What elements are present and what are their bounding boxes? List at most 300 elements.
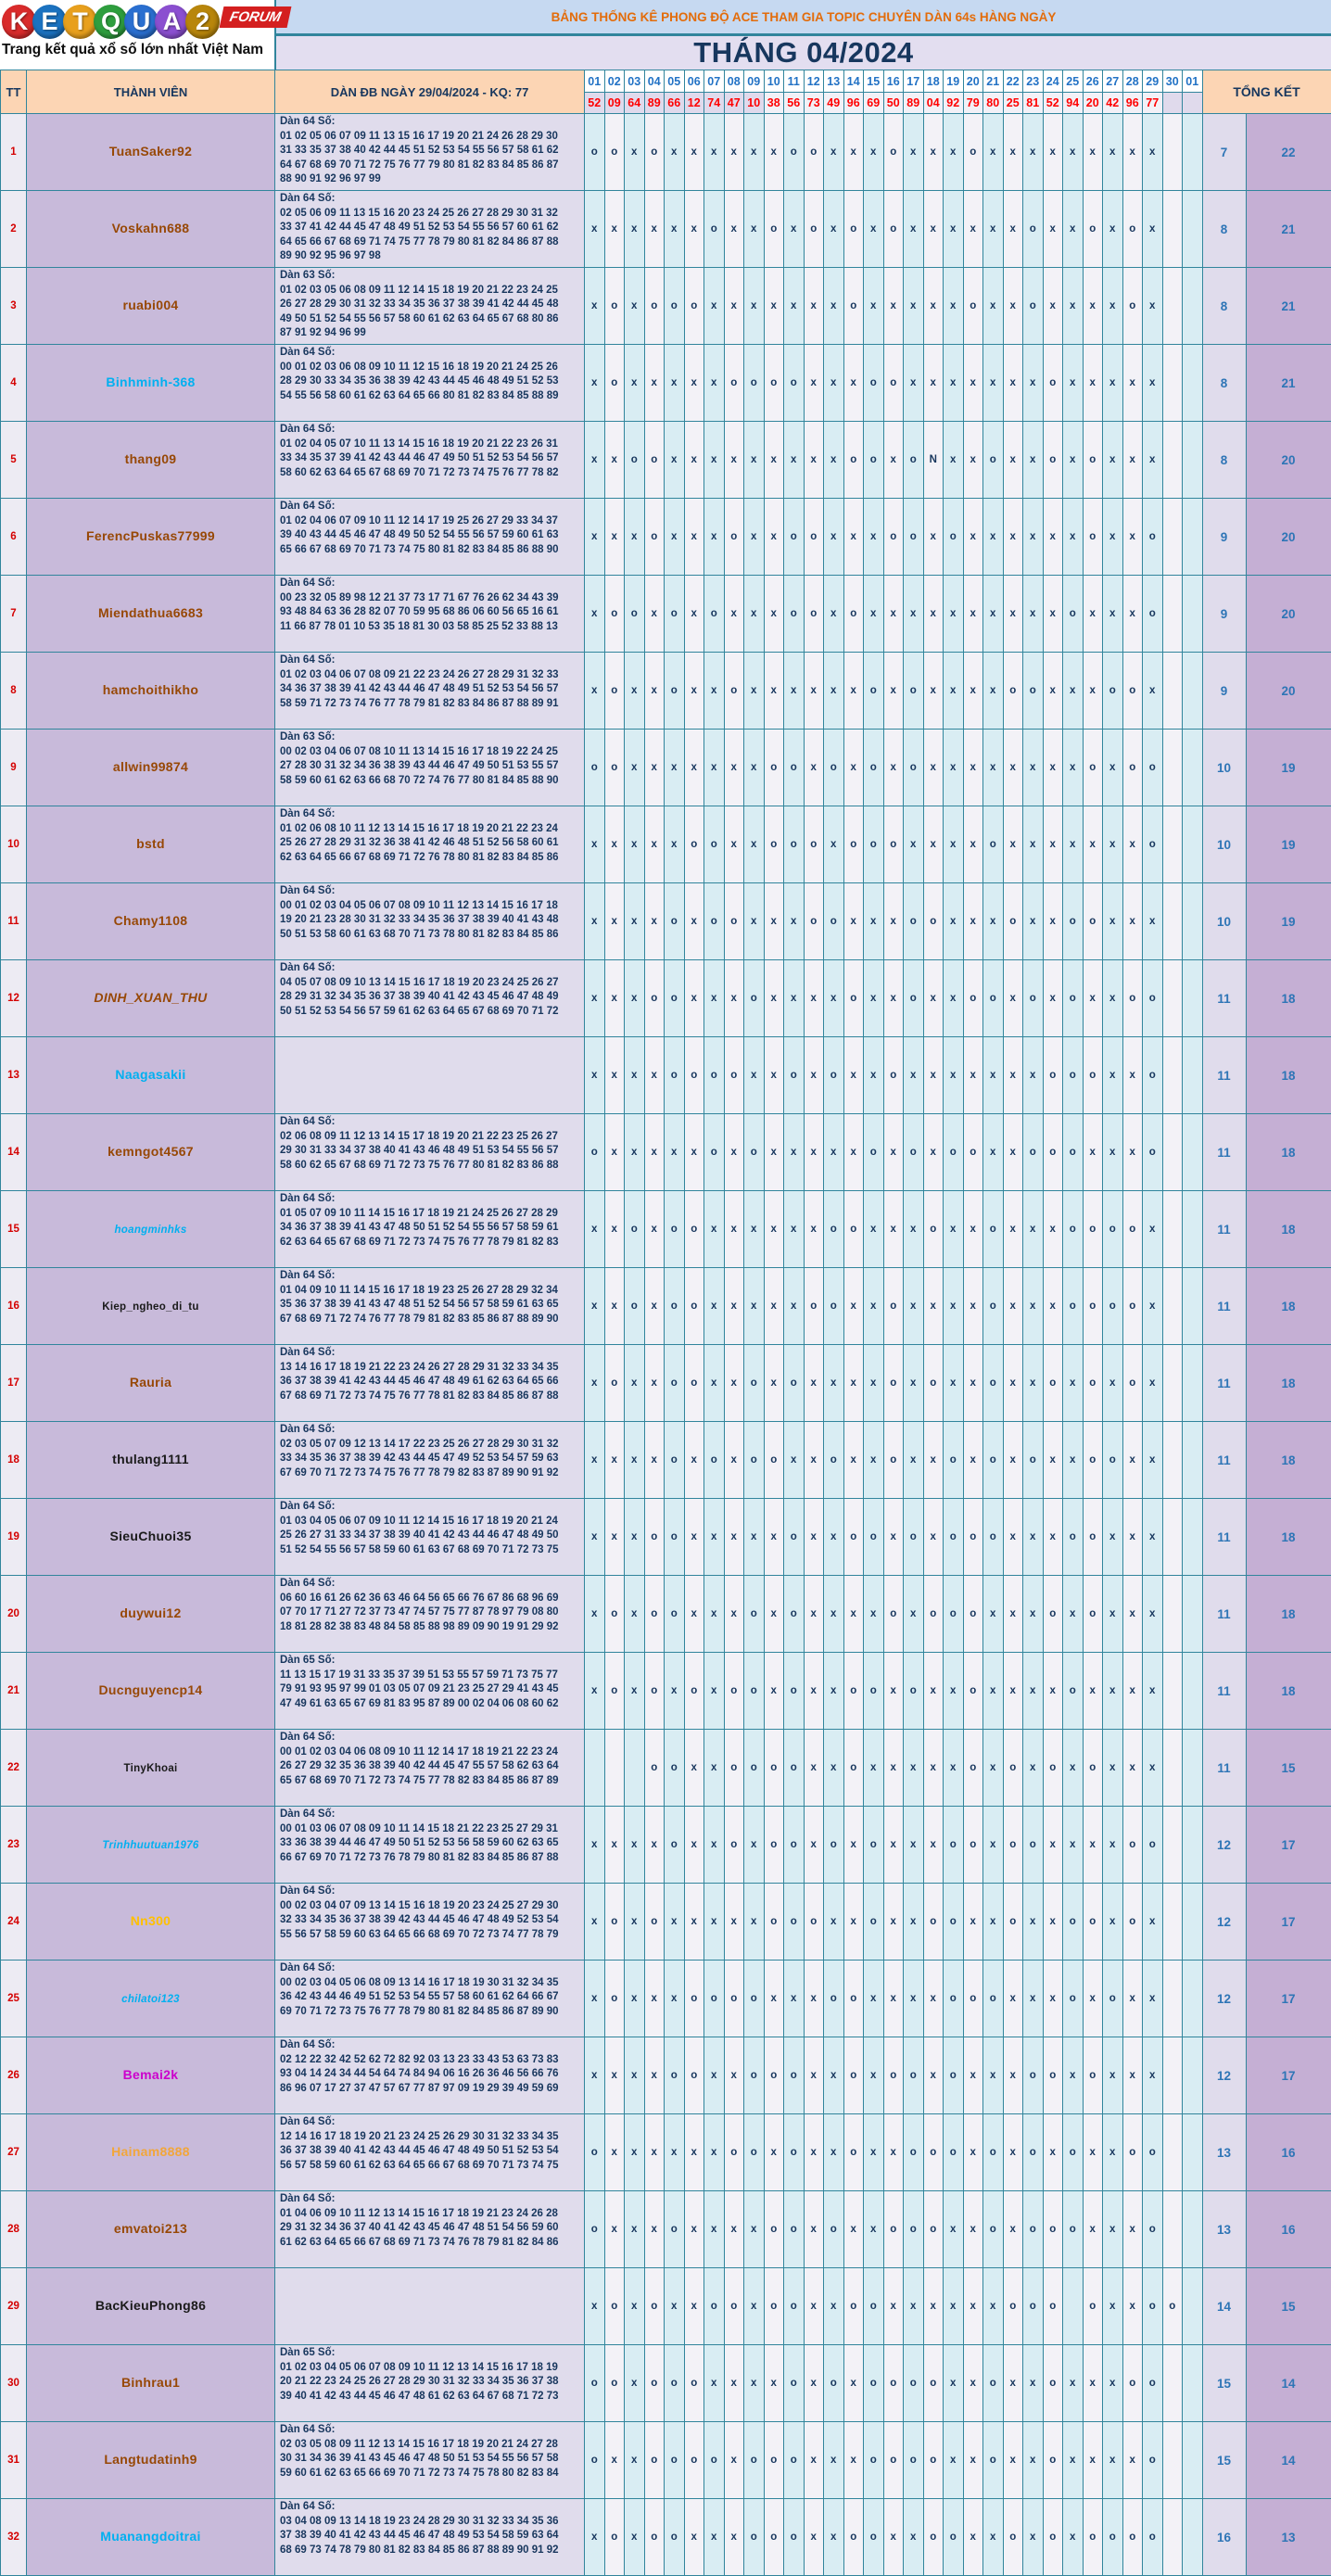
mark-cell: x	[1143, 2037, 1163, 2114]
mark-cell: x	[843, 730, 864, 806]
member-row	[1, 1730, 1331, 1807]
total-o-count: 10	[1202, 883, 1246, 960]
day-column-header: 22	[1003, 70, 1023, 93]
mark-cell: x	[1083, 1807, 1103, 1884]
mark-cell: x	[1023, 1653, 1044, 1730]
mark-cell: x	[784, 883, 805, 960]
member-name[interactable]: Kiep_ngheo_di_tu	[102, 1301, 198, 1313]
mark-cell: x	[963, 1884, 983, 1961]
mark-cell: o	[843, 2268, 864, 2345]
mark-cell	[1183, 960, 1203, 1037]
mark-cell	[1183, 1961, 1203, 2037]
mark-cell: o	[963, 1730, 983, 1807]
mark-cell: x	[644, 1345, 665, 1422]
mark-cell: o	[1122, 2345, 1143, 2422]
mark-cell: x	[824, 191, 844, 268]
day-result: 04	[923, 93, 944, 114]
mark-cell: x	[585, 1807, 605, 1884]
mark-cell: o	[784, 576, 805, 653]
mark-cell: o	[644, 1884, 665, 1961]
mark-cell: o	[604, 1653, 625, 1730]
member-name[interactable]: Rauria	[130, 1375, 171, 1390]
mark-cell: x	[1063, 114, 1084, 191]
total-o-count: 11	[1202, 1499, 1246, 1576]
member-name-cell	[27, 1576, 275, 1653]
member-name-cell	[27, 2499, 275, 2576]
dan-numbers-line: 01 05 07 09 10 11 14 15 16 17 18 19 21 24 25 26 27 28 29	[280, 1207, 580, 1222]
mark-cell: x	[764, 1268, 784, 1345]
member-name[interactable]: Naagasakii	[115, 1067, 185, 1082]
dan-column-header: DÀN ĐB NGÀY 29/04/2024 - KQ: 77	[275, 70, 585, 114]
mark-cell: x	[843, 2345, 864, 2422]
mark-cell: x	[744, 653, 765, 730]
mark-cell: o	[744, 2422, 765, 2499]
mark-cell: o	[904, 730, 924, 806]
dan-numbers-line: 36 37 38 39 41 42 43 44 45 46 47 48 49 61 62 63 64 65 66	[280, 1375, 580, 1390]
mark-cell: o	[665, 2345, 685, 2422]
mark-cell: o	[963, 1576, 983, 1653]
total-o-count: 8	[1202, 191, 1246, 268]
member-name[interactable]: Chamy1108	[114, 913, 188, 928]
member-name[interactable]: Trinhhuutuan1976	[102, 1840, 198, 1851]
forum-badge: FORUM	[220, 6, 292, 28]
member-name[interactable]: SieuChuoi35	[109, 1529, 191, 1543]
mark-cell: o	[784, 2422, 805, 2499]
mark-cell: o	[764, 2499, 784, 2576]
member-name[interactable]: Muanangdoitrai	[100, 2529, 200, 2544]
mark-cell: x	[804, 2345, 824, 2422]
mark-cell: o	[684, 2422, 704, 2499]
mark-cell: x	[724, 422, 744, 499]
mark-cell: o	[684, 1961, 704, 2037]
mark-cell: o	[983, 2191, 1004, 2268]
total-x-count: 15	[1246, 1730, 1331, 1807]
mark-cell: o	[704, 1037, 725, 1114]
dan-numbers-line: 03 04 08 09 13 14 18 19 23 24 28 29 30 31 32 33 34 35 36	[280, 2515, 580, 2530]
mark-cell: x	[1023, 1345, 1044, 1422]
dan-numbers-line: 58 60 62 63 64 65 67 68 69 70 71 72 73 74 75 76 77 78 82	[280, 466, 580, 481]
mark-cell: x	[665, 191, 685, 268]
mark-cell: x	[1122, 422, 1143, 499]
mark-cell: x	[625, 960, 645, 1037]
mark-cell: x	[744, 1037, 765, 1114]
day-result: 80	[983, 93, 1004, 114]
mark-cell: o	[1083, 1730, 1103, 1807]
mark-cell	[1162, 114, 1183, 191]
row-number: 20	[1, 1576, 27, 1653]
member-name[interactable]: FerencPuskas77999	[86, 528, 215, 543]
mark-cell: x	[1122, 1037, 1143, 1114]
mark-cell: x	[944, 1191, 964, 1268]
day-result: 79	[963, 93, 983, 114]
mark-cell: x	[944, 730, 964, 806]
row-number: 1	[1, 114, 27, 191]
mark-cell: x	[644, 806, 665, 883]
member-name-cell	[27, 806, 275, 883]
mark-cell: o	[764, 806, 784, 883]
mark-cell: x	[944, 1653, 964, 1730]
day-result: 25	[1003, 93, 1023, 114]
dan-numbers-line: 04 05 07 08 09 10 13 14 15 16 17 18 19 20 23 24 25 26 27	[280, 976, 580, 991]
mark-cell: x	[1003, 2191, 1023, 2268]
logo-ball-u: U	[124, 5, 158, 39]
member-name[interactable]: TuanSaker92	[109, 144, 192, 159]
mark-cell: o	[665, 960, 685, 1037]
dan-numbers-line: 01 04 06 09 10 11 12 13 14 15 16 17 18 19 21 23 24 26 28	[280, 2207, 580, 2222]
mark-cell: x	[963, 1191, 983, 1268]
mark-cell: x	[824, 268, 844, 345]
mark-cell	[1183, 2345, 1203, 2422]
mark-cell: x	[744, 114, 765, 191]
mark-cell: o	[665, 1422, 685, 1499]
mark-cell: x	[1103, 1576, 1123, 1653]
member-name-cell	[27, 1961, 275, 2037]
mark-cell: o	[1083, 422, 1103, 499]
row-number: 16	[1, 1268, 27, 1345]
mark-cell: x	[963, 191, 983, 268]
mark-cell: x	[1063, 1422, 1084, 1499]
mark-cell: x	[1023, 1884, 1044, 1961]
member-name[interactable]: emvatoi213	[114, 2221, 187, 2236]
member-name[interactable]: Binhrau1	[121, 2375, 180, 2390]
mark-cell: o	[883, 191, 904, 268]
mark-cell: x	[904, 2268, 924, 2345]
mark-cell: x	[923, 1037, 944, 1114]
mark-cell: o	[644, 1653, 665, 1730]
mark-cell: o	[843, 268, 864, 345]
mark-cell: o	[744, 1422, 765, 1499]
mark-cell: x	[724, 1345, 744, 1422]
mark-cell: x	[625, 1345, 645, 1422]
mark-cell: x	[1023, 576, 1044, 653]
member-name[interactable]: Miendathua6683	[98, 605, 203, 620]
day-column-header: 03	[625, 70, 645, 93]
row-number: 17	[1, 1345, 27, 1422]
mark-cell: x	[1122, 1653, 1143, 1730]
mark-cell: x	[944, 1037, 964, 1114]
mark-cell: o	[644, 1499, 665, 1576]
mark-cell: x	[824, 345, 844, 422]
mark-cell: o	[904, 960, 924, 1037]
mark-cell: x	[1003, 960, 1023, 1037]
mark-cell: o	[944, 2037, 964, 2114]
mark-cell: x	[804, 730, 824, 806]
mark-cell: x	[744, 2345, 765, 2422]
mark-cell: x	[604, 2422, 625, 2499]
member-name[interactable]: Langtudatinh9	[104, 2452, 196, 2467]
mark-cell: o	[904, 883, 924, 960]
mark-cell: o	[904, 499, 924, 576]
mark-cell: o	[963, 1807, 983, 1884]
member-name-cell	[27, 2422, 275, 2499]
mark-cell: x	[764, 960, 784, 1037]
mark-cell	[1183, 653, 1203, 730]
mark-cell: o	[843, 191, 864, 268]
member-name[interactable]: ruabi004	[123, 298, 179, 312]
logo-ball-e: E	[32, 5, 67, 39]
mark-cell: x	[983, 576, 1004, 653]
mark-cell: x	[744, 1499, 765, 1576]
mark-cell: x	[724, 268, 744, 345]
mark-cell: x	[1063, 806, 1084, 883]
mark-cell: o	[724, 499, 744, 576]
total-o-count: 12	[1202, 1807, 1246, 1884]
mark-cell: o	[1122, 1191, 1143, 1268]
mark-cell: x	[1122, 883, 1143, 960]
mark-cell: x	[1043, 730, 1063, 806]
day-column-header: 24	[1043, 70, 1063, 93]
mark-cell: o	[1063, 576, 1084, 653]
mark-cell: x	[1003, 422, 1023, 499]
mark-cell: o	[665, 1345, 685, 1422]
mark-cell: x	[804, 1653, 824, 1730]
mark-cell: x	[904, 1884, 924, 1961]
mark-cell: x	[1003, 114, 1023, 191]
member-name[interactable]: thulang1111	[112, 1452, 189, 1466]
mark-cell: o	[1043, 2191, 1063, 2268]
dan-label: Dàn 64 Số:	[280, 884, 580, 899]
mark-cell: x	[1143, 1191, 1163, 1268]
mark-cell: x	[883, 422, 904, 499]
mark-cell: x	[963, 2345, 983, 2422]
mark-cell: o	[644, 2422, 665, 2499]
mark-cell: o	[883, 1576, 904, 1653]
member-name[interactable]: chilatoi123	[121, 1994, 180, 2005]
mark-cell: x	[883, 883, 904, 960]
day-result: 74	[704, 93, 725, 114]
row-number: 28	[1, 2191, 27, 2268]
mark-cell: x	[724, 1576, 744, 1653]
member-name-cell	[27, 114, 275, 191]
mark-cell: o	[684, 806, 704, 883]
mark-cell: x	[963, 1037, 983, 1114]
mark-cell: x	[963, 345, 983, 422]
mark-cell: o	[1143, 2345, 1163, 2422]
row-number: 21	[1, 1653, 27, 1730]
dan-label: Dàn 64 Số:	[280, 500, 580, 514]
total-x-count: 15	[1246, 2268, 1331, 2345]
mark-cell: o	[904, 2345, 924, 2422]
mark-cell: x	[864, 1576, 884, 1653]
member-name[interactable]: Nn300	[131, 1913, 171, 1928]
mark-cell: x	[1103, 499, 1123, 576]
mark-cell: x	[824, 653, 844, 730]
member-name[interactable]: BacKieuPhong86	[95, 2298, 206, 2313]
mark-cell: x	[864, 268, 884, 345]
mark-cell: o	[1023, 2114, 1044, 2191]
mark-cell: x	[625, 883, 645, 960]
mark-cell: x	[864, 1191, 884, 1268]
mark-cell: o	[983, 1345, 1004, 1422]
mark-cell: x	[904, 114, 924, 191]
mark-cell: o	[804, 114, 824, 191]
mark-cell: x	[904, 806, 924, 883]
dan-numbers-line: 36 37 38 39 40 41 42 43 44 45 46 47 48 49 50 51 52 53 54	[280, 2144, 580, 2159]
mark-cell: x	[1023, 730, 1044, 806]
logo-ball-q: Q	[94, 5, 128, 39]
mark-cell: o	[764, 1884, 784, 1961]
mark-cell: x	[764, 1037, 784, 1114]
member-name[interactable]: DINH_XUAN_THU	[94, 990, 207, 1005]
mark-cell: x	[824, 2114, 844, 2191]
mark-cell: x	[1122, 576, 1143, 653]
mark-cell	[1183, 191, 1203, 268]
mark-cell: x	[585, 960, 605, 1037]
total-x-count: 18	[1246, 960, 1331, 1037]
mark-cell: o	[724, 1653, 744, 1730]
day-column-header: 23	[1023, 70, 1044, 93]
mark-cell: x	[784, 1268, 805, 1345]
total-x-count: 18	[1246, 1499, 1331, 1576]
mark-cell: x	[684, 576, 704, 653]
mark-cell: x	[963, 653, 983, 730]
total-x-count: 18	[1246, 1422, 1331, 1499]
mark-cell: x	[944, 883, 964, 960]
dan-numbers-cell	[275, 2499, 585, 2576]
member-row	[1, 960, 1331, 1037]
mark-cell: o	[665, 2422, 685, 2499]
mark-cell: o	[1043, 2499, 1063, 2576]
member-name[interactable]: Hainam8888	[111, 2144, 190, 2159]
mark-cell: x	[923, 960, 944, 1037]
dan-numbers-line: 67 68 69 71 72 74 76 77 78 79 81 82 83 85 86 87 88 89 90	[280, 1313, 580, 1327]
row-number: 2	[1, 191, 27, 268]
mark-cell: o	[704, 1961, 725, 2037]
mark-cell: x	[784, 422, 805, 499]
mark-cell: o	[843, 1653, 864, 1730]
day-column-header: 05	[665, 70, 685, 93]
mark-cell: x	[1023, 1961, 1044, 2037]
mark-cell	[1183, 2422, 1203, 2499]
row-number: 6	[1, 499, 27, 576]
mark-cell: o	[923, 2114, 944, 2191]
mark-cell: o	[744, 2037, 765, 2114]
mark-cell: x	[744, 1268, 765, 1345]
mark-cell: o	[1083, 883, 1103, 960]
member-name[interactable]: TinyKhoai	[123, 1763, 177, 1774]
member-name[interactable]: bstd	[136, 836, 165, 851]
mark-cell: x	[665, 1961, 685, 2037]
row-number: 3	[1, 268, 27, 345]
mark-cell: o	[604, 730, 625, 806]
day-column-header: 29	[1143, 70, 1163, 93]
mark-cell: o	[625, 576, 645, 653]
mark-cell: x	[665, 2114, 685, 2191]
member-name[interactable]: hoangminhks	[114, 1225, 186, 1236]
member-row	[1, 499, 1331, 576]
dan-numbers-cell	[275, 730, 585, 806]
mark-cell: o	[744, 2499, 765, 2576]
dan-numbers-cell	[275, 1576, 585, 1653]
mark-cell: x	[883, 2114, 904, 2191]
total-x-count: 21	[1246, 345, 1331, 422]
mark-cell: x	[704, 1730, 725, 1807]
member-name[interactable]: Ducnguyencp14	[98, 1682, 202, 1697]
mark-cell: x	[1063, 2499, 1084, 2576]
mark-cell: x	[1023, 1037, 1044, 1114]
mark-cell: x	[704, 499, 725, 576]
member-column-header: THÀNH VIÊN	[27, 70, 275, 114]
mark-cell: x	[724, 576, 744, 653]
mark-cell: x	[704, 1653, 725, 1730]
day-column-header: 16	[883, 70, 904, 93]
dan-numbers-line: 50 51 53 58 60 61 63 68 70 71 73 78 80 81 82 83 84 85 86	[280, 928, 580, 943]
mark-cell: o	[804, 576, 824, 653]
mark-cell: x	[923, 191, 944, 268]
mark-cell: o	[1083, 730, 1103, 806]
mark-cell: o	[923, 1191, 944, 1268]
total-o-count: 11	[1202, 1268, 1246, 1345]
total-x-count: 17	[1246, 2037, 1331, 2114]
mark-cell: x	[883, 1884, 904, 1961]
member-name[interactable]: kemngot4567	[108, 1144, 194, 1159]
mark-cell: x	[1103, 806, 1123, 883]
mark-cell: o	[864, 1884, 884, 1961]
member-name[interactable]: allwin99874	[113, 759, 188, 774]
member-name[interactable]: Binhminh-368	[106, 374, 195, 389]
member-name[interactable]: Voskahn688	[112, 221, 190, 235]
member-name[interactable]: Bemai2k	[123, 2067, 179, 2082]
mark-cell: x	[585, 268, 605, 345]
mark-cell: o	[764, 345, 784, 422]
mark-cell: x	[1003, 1345, 1023, 1422]
total-x-count: 20	[1246, 422, 1331, 499]
mark-cell: x	[1003, 1422, 1023, 1499]
mark-cell: x	[864, 960, 884, 1037]
mark-cell: o	[883, 1345, 904, 1422]
mark-cell: o	[704, 576, 725, 653]
dan-numbers-line: 59 60 61 62 63 65 66 69 70 71 72 73 74 75 78 80 82 83 84	[280, 2467, 580, 2481]
mark-cell: x	[1023, 345, 1044, 422]
mark-cell: o	[1063, 2114, 1084, 2191]
mark-cell: o	[625, 1191, 645, 1268]
mark-cell: o	[904, 422, 924, 499]
dan-numbers-line: 27 28 30 31 32 34 36 38 39 43 44 46 47 49 50 51 53 55 57	[280, 759, 580, 774]
mark-cell: x	[1103, 114, 1123, 191]
mark-cell: x	[764, 114, 784, 191]
mark-cell: x	[864, 1730, 884, 1807]
dan-numbers-line: 18 81 28 82 38 83 48 84 58 85 88 98 89 09 90 19 91 29 92	[280, 1620, 580, 1635]
mark-cell: x	[604, 499, 625, 576]
mark-cell: o	[1122, 268, 1143, 345]
mark-cell	[1183, 345, 1203, 422]
mark-cell: x	[1003, 576, 1023, 653]
mark-cell: x	[864, 499, 884, 576]
mark-cell: o	[1143, 499, 1163, 576]
member-name[interactable]: hamchoithikho	[103, 682, 198, 697]
mark-cell: x	[1122, 1961, 1143, 2037]
mark-cell: x	[1063, 1576, 1084, 1653]
mark-cell: x	[1063, 268, 1084, 345]
site-logo[interactable]	[0, 0, 274, 70]
dan-label: Dàn 64 Số:	[280, 654, 580, 668]
member-row	[1, 191, 1331, 268]
mark-cell: x	[923, 1653, 944, 1730]
member-name[interactable]: thang09	[125, 451, 177, 466]
mark-cell: x	[704, 1345, 725, 1422]
mark-cell: o	[1063, 1884, 1084, 1961]
dan-numbers-cell	[275, 114, 585, 191]
mark-cell: x	[585, 653, 605, 730]
mark-cell: o	[1143, 576, 1163, 653]
mark-cell: x	[963, 730, 983, 806]
mark-cell: x	[744, 422, 765, 499]
mark-cell: x	[983, 1884, 1004, 1961]
mark-cell: o	[1063, 1114, 1084, 1191]
dan-numbers-line: 29 30 31 33 34 37 38 40 41 43 46 48 49 51 53 54 55 56 57	[280, 1144, 580, 1159]
day-column-header: 02	[604, 70, 625, 93]
member-name[interactable]: duywui12	[120, 1605, 181, 1620]
